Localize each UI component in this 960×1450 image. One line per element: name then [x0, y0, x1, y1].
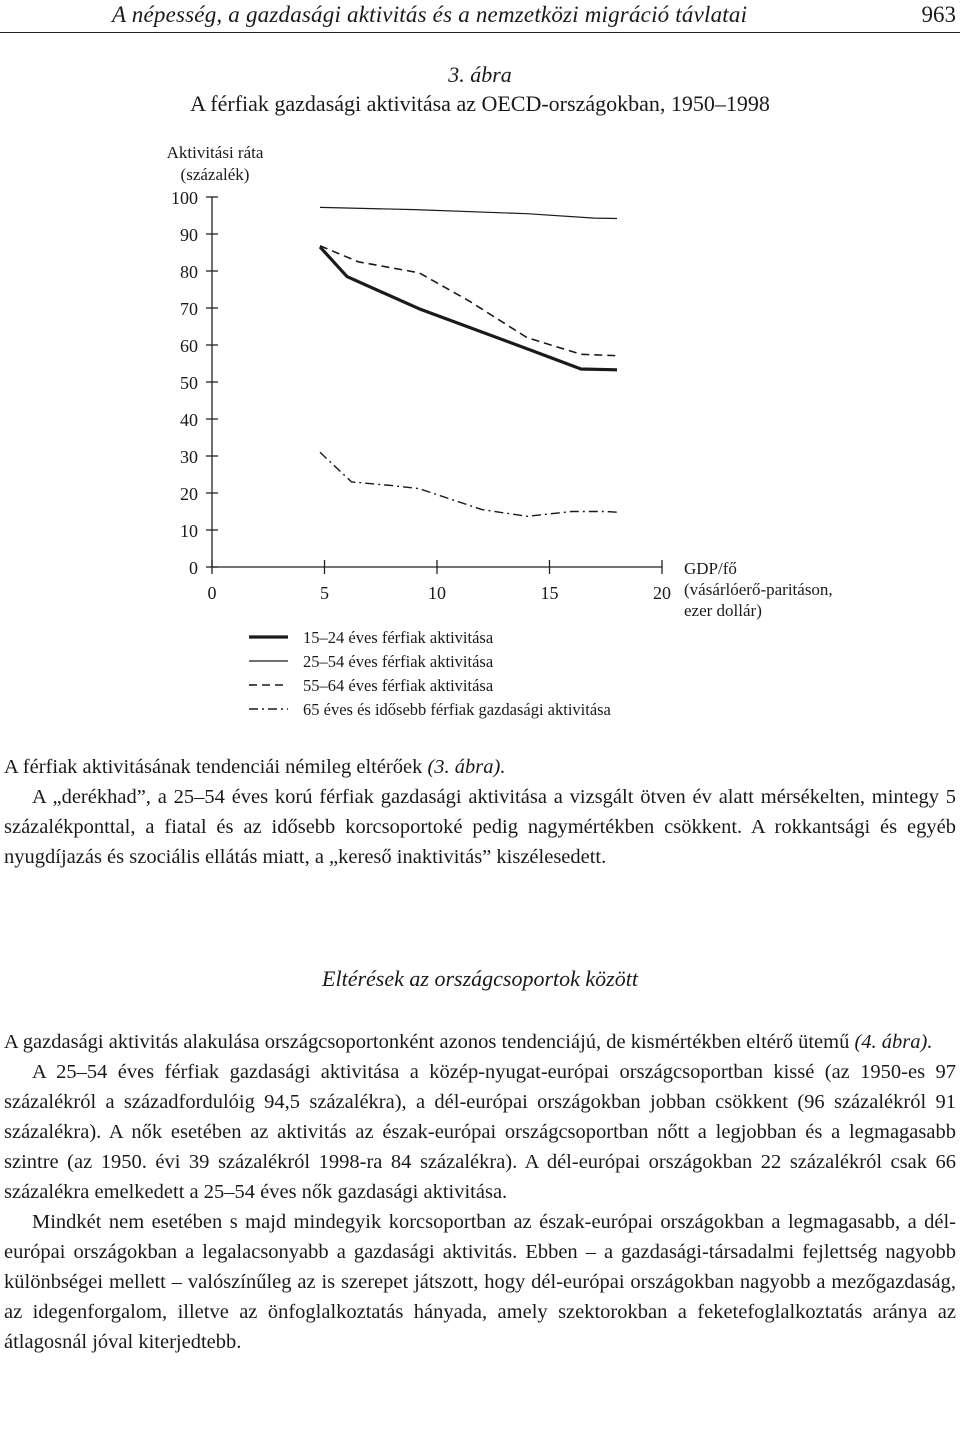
- paragraph-main-body: A „derékhad”, a 25–54 éves korú férfiak gazdasági aktivitása a vizsgált ötven év alatt mérsékelten, mintegy 5 százalékponttal, a fiatal és az idősebb korcsoportoké pedig nagymértékben csökkent. A rokkantsági és egyéb nyugdíjazás és szociális ellátás miatt, a „kereső inaktivitás” kiszélesedett.: [4, 786, 956, 868]
- legend-label-3: 55–64 éves férfiak aktivitása: [303, 676, 494, 695]
- y-tick-label: 90: [180, 225, 198, 245]
- paragraph-intro: [4, 752, 956, 782]
- running-title: A népesség, a gazdasági aktivitás és a nemzetközi migráció távlatai: [112, 2, 748, 27]
- y-axis-label-line: (százalék): [180, 165, 250, 184]
- x-axis-label-line: GDP/fő: [684, 559, 737, 578]
- series-line-2: [320, 207, 617, 218]
- x-axis: [208, 560, 672, 603]
- paragraph-block-2: [4, 1027, 956, 1357]
- series-line-3: [320, 246, 617, 356]
- legend-label-2: 25–54 éves férfiak aktivitása: [303, 652, 494, 671]
- paragraph-groups-intro: [4, 1027, 956, 1057]
- legend-label-1: 15–24 éves férfiak aktivitása: [303, 628, 494, 647]
- y-tick-label: 70: [180, 299, 198, 319]
- y-axis: [171, 188, 218, 578]
- paragraph-groups-text: A gazdasági aktivitás alakulása országcsoportonként azonos tendenciájú, de kismértékben eltérő ütemű: [4, 1031, 850, 1053]
- figure-number: 3. ábra: [448, 62, 512, 87]
- activity-rate-chart: [0, 130, 960, 730]
- y-tick-label: 10: [180, 521, 198, 541]
- y-tick-label: 100: [171, 188, 198, 208]
- paragraph-men-women: A 25–54 éves férfiak gazdasági aktivitása a közép-nyugat-európai országcsoportban kissé (az 1950-es 97 százalékról a századfordulóig 94,5 százalékra), a dél-európai országokban jobban csökkent (96 százalékról 91 százalékra). A nők esetében az aktivitás az észak-európai országcsoportban nőtt a legjobban és a legmagasabb szintre (az 1950. évi 39 százalékról 1998-ra 84 százalékra). A dél-európai országokban 22 százalékról csak 66 százalékra emelkedett a 25–54 éves nők gazdasági aktivitása.: [4, 1061, 956, 1203]
- x-tick-label: 15: [540, 583, 559, 603]
- x-axis-label-line: (vásárlóerő-paritáson,: [684, 580, 833, 599]
- chart-legend: [249, 628, 612, 719]
- x-axis-label: [684, 559, 833, 620]
- legend-label-4: 65 éves és idősebb férfiak gazdasági aktivitása: [303, 700, 611, 719]
- series-line-4: [320, 452, 617, 516]
- y-tick-label: 40: [180, 410, 198, 430]
- x-tick-label: 0: [207, 583, 217, 603]
- figure-title: A férfiak gazdasági aktivitása az OECD-országokban, 1950–1998: [190, 91, 770, 116]
- section-heading: Eltérések az országcsoportok között: [322, 966, 638, 991]
- y-axis-label-line: Aktivitási ráta: [166, 143, 264, 162]
- page-number: 963: [921, 2, 956, 27]
- paragraph-intro-text: A férfiak aktivitásának tendenciái némileg eltérőek: [4, 756, 423, 778]
- y-tick-label: 80: [180, 262, 198, 282]
- x-tick-label: 10: [428, 583, 446, 603]
- y-tick-label: 0: [189, 558, 198, 578]
- x-tick-label: 20: [653, 583, 671, 603]
- figure-reference: (3. ábra).: [427, 756, 506, 778]
- y-axis-label: [167, 143, 264, 184]
- paragraph-both-sexes: Mindkét nem esetében s majd mindegyik korcsoportban az észak-európai országokban a legmagasabb, a dél-európai országokban a legalacsonyabb a gazdasági aktivitás. Ebben – a gazdasági-társadalmi fejlettség nagyobb különbségei mellett – valószínűleg az is szerepet játszott, hogy dél-európai országokban nagyobb a mezőgazdaság, az idegenforgalom, illetve az önfoglalkoztatás hányada, amely szektorokban a feketefoglalkoztatás aránya az átlagosnál jóval kiterjedtebb.: [4, 1211, 956, 1353]
- y-tick-label: 30: [180, 447, 198, 467]
- series-lines: [320, 207, 617, 516]
- paragraph-block-1: [4, 752, 956, 872]
- x-axis-label-line: ezer dollár): [684, 601, 762, 620]
- y-tick-label: 50: [180, 373, 198, 393]
- y-tick-label: 20: [180, 484, 198, 504]
- figure-reference-4: (4. ábra).: [854, 1031, 933, 1053]
- y-tick-label: 60: [180, 336, 198, 356]
- x-tick-label: 5: [320, 583, 329, 603]
- page-header: [0, 0, 960, 33]
